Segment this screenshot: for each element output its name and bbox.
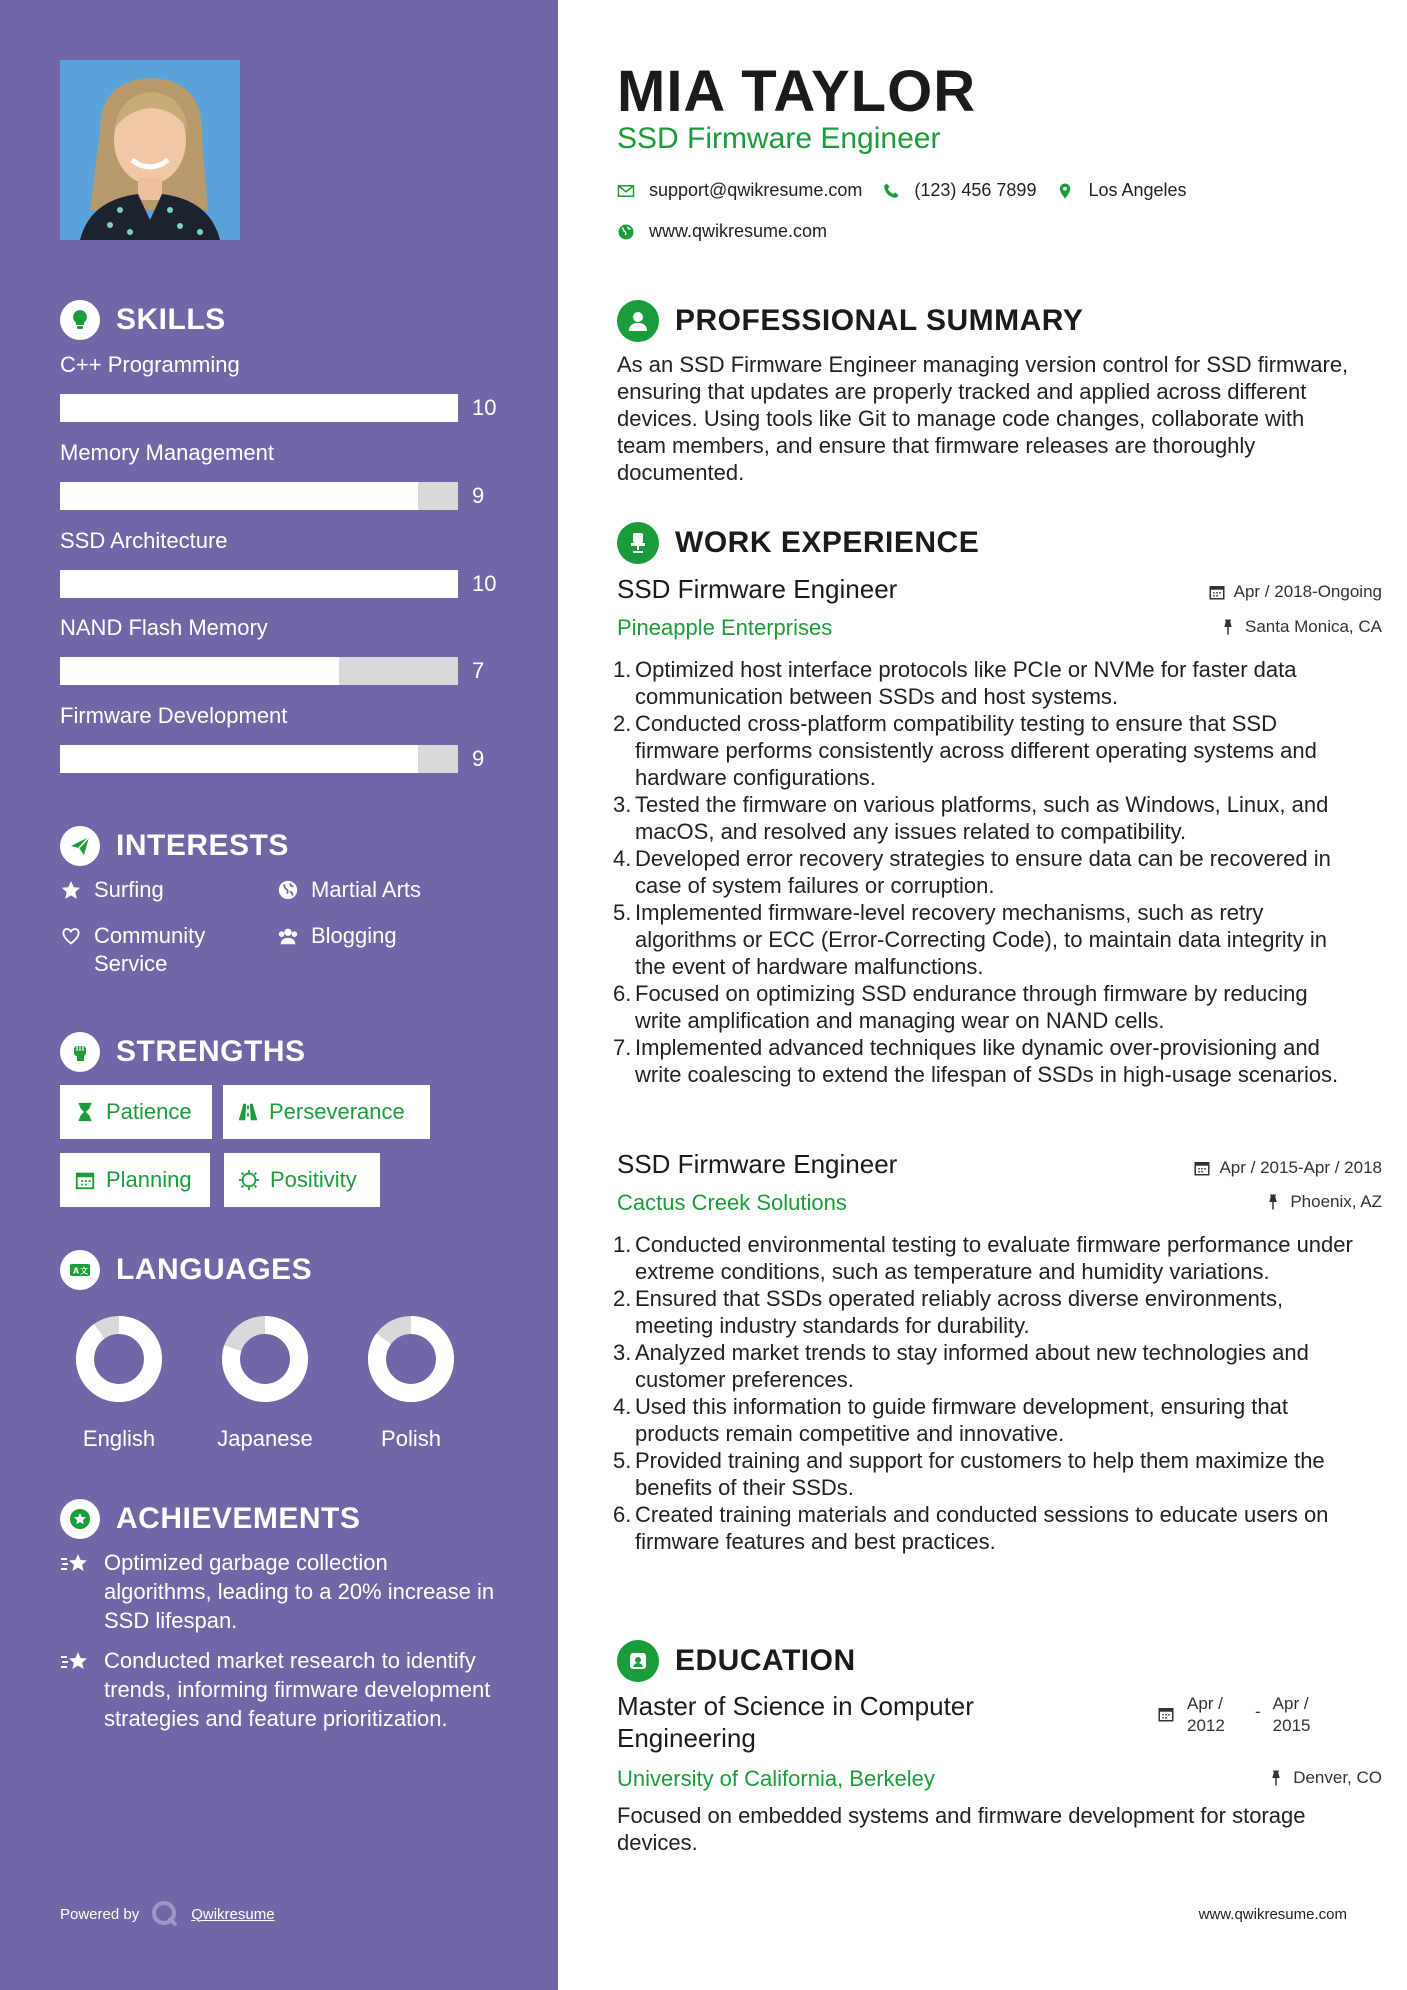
skill-value: 9 bbox=[472, 483, 485, 508]
language-item bbox=[205, 1315, 325, 1452]
strength-label: Planning bbox=[106, 1167, 192, 1192]
road-icon bbox=[237, 1101, 259, 1123]
interest-item bbox=[60, 922, 240, 978]
skill-bar bbox=[60, 570, 458, 598]
translate-icon bbox=[60, 1250, 100, 1290]
duty-text: Tested the firmware on various platforms, such as Windows, Linux, and macOS, and resolved any issues related to compatibility. bbox=[635, 792, 1329, 844]
language-level-ring bbox=[75, 1315, 163, 1403]
qwikresume-link[interactable]: Qwikresume bbox=[191, 1905, 275, 1923]
duty-text: Used this information to guide firmware development, ensuring that products remain competitive and innovative. bbox=[635, 1394, 1289, 1446]
summary-title: PROFESSIONAL SUMMARY bbox=[675, 304, 1084, 337]
pushpin-icon bbox=[1264, 1193, 1282, 1211]
contact-row bbox=[617, 180, 1187, 201]
education-location bbox=[1267, 1768, 1382, 1788]
profile-photo bbox=[60, 60, 240, 240]
language-ring-fill bbox=[85, 1325, 153, 1393]
skill-item bbox=[60, 352, 500, 420]
achievement-item bbox=[60, 1646, 500, 1733]
svg-text:A: A bbox=[73, 1266, 80, 1276]
job-dates-text: Apr / 2015-Apr / 2018 bbox=[1219, 1158, 1382, 1177]
strength-label: Perseverance bbox=[269, 1099, 405, 1124]
interest-item bbox=[277, 922, 397, 950]
interest-item bbox=[277, 876, 421, 904]
fist-icon bbox=[60, 1032, 100, 1072]
website-link[interactable]: www.qwikresume.com bbox=[649, 221, 828, 241]
envelope-icon bbox=[617, 182, 635, 200]
strength-badge bbox=[60, 1153, 210, 1207]
job-location bbox=[1219, 617, 1382, 637]
duty-item: 5. Provided training and support for customers to help them maximize the benefits of their SSDs. bbox=[613, 1448, 1325, 1500]
duty-text: Provided training and support for customers to help them maximize the benefits of their SSDs. bbox=[635, 1448, 1325, 1500]
achievement-text: Conducted market research to identify trends, informing firmware development strategies and feature prioritization. bbox=[104, 1648, 491, 1731]
education-title: EDUCATION bbox=[675, 1644, 856, 1677]
calendar-icon bbox=[1157, 1705, 1175, 1723]
skill-bar-fill bbox=[60, 394, 458, 422]
skill-bar bbox=[60, 482, 458, 510]
qwikresume-logo-icon bbox=[151, 1900, 179, 1928]
skill-bar-fill bbox=[60, 745, 418, 773]
footer-website[interactable]: www.qwikresume.com bbox=[1198, 1906, 1347, 1923]
experience-heading bbox=[617, 522, 979, 564]
interest-item bbox=[60, 876, 164, 904]
skill-name: SSD Architecture bbox=[60, 528, 228, 553]
location-text: Los Angeles bbox=[1088, 180, 1187, 200]
skill-value: 10 bbox=[472, 571, 497, 596]
duty-item: 1. Optimized host interface protocols like PCIe or NVMe for faster data communication between SSDs and host systems. bbox=[613, 657, 1297, 709]
job-dates bbox=[1193, 1158, 1382, 1178]
skills-title: SKILLS bbox=[116, 303, 226, 336]
website-row bbox=[617, 221, 827, 242]
strengths-title: STRENGTHS bbox=[116, 1035, 306, 1068]
duty-text: Conducted cross-platform compatibility testing to ensure that SSD firmware performs consistently across different operating systems and hardware configurations. bbox=[635, 711, 1317, 790]
graduate-icon bbox=[617, 1640, 659, 1682]
duty-item: 4. Developed error recovery strategies to ensure data can be recovered in case of system failures or corruption. bbox=[613, 846, 1331, 898]
achievement-item bbox=[60, 1548, 500, 1635]
powered-by bbox=[60, 1900, 275, 1928]
summary-heading bbox=[617, 300, 1083, 342]
achievements-heading bbox=[60, 1499, 360, 1539]
duty-text: Optimized host interface protocols like PCIe or NVMe for faster data communication between SSDs and host systems. bbox=[635, 657, 1297, 709]
education-location-text: Denver, CO bbox=[1293, 1768, 1382, 1787]
duty-text: Developed error recovery strategies to ensure data can be recovered in case of system failures or corruption. bbox=[635, 846, 1331, 898]
education-degree: Master of Science in Computer Engineering bbox=[617, 1691, 974, 1753]
achievements-title: ACHIEVEMENTS bbox=[116, 1502, 361, 1535]
job-dates-text: Apr / 2018-Ongoing bbox=[1233, 582, 1382, 601]
interests-heading bbox=[60, 826, 289, 866]
skill-item bbox=[60, 440, 500, 508]
language-level-ring bbox=[221, 1315, 309, 1403]
strength-label: Patience bbox=[106, 1099, 192, 1124]
languages-title: LANGUAGES bbox=[116, 1253, 313, 1286]
duty-item: 6. Created training materials and conducted sessions to educate users on firmware features and best practices. bbox=[613, 1502, 1329, 1554]
interest-label: Blogging bbox=[311, 923, 397, 948]
skill-bar bbox=[60, 745, 458, 773]
achievement-text: Optimized garbage collection algorithms, leading to a 20% increase in SSD lifespan. bbox=[104, 1550, 495, 1633]
interest-label: Community Service bbox=[94, 923, 206, 976]
education-end: Apr / 2015 bbox=[1272, 1694, 1311, 1735]
language-item bbox=[351, 1315, 471, 1452]
duty-item: 2. Conducted cross-platform compatibility testing to ensure that SSD firmware performs consistently across different operating systems and hardware configurations. bbox=[613, 711, 1317, 790]
skill-bar-fill bbox=[60, 482, 418, 510]
star-burst-icon bbox=[60, 1548, 92, 1635]
heart-icon bbox=[60, 922, 84, 950]
svg-text:文: 文 bbox=[80, 1266, 89, 1276]
email-link[interactable]: support@qwikresume.com bbox=[649, 180, 863, 200]
strengths-heading bbox=[60, 1032, 306, 1072]
job-company: Cactus Creek Solutions bbox=[617, 1190, 847, 1215]
strength-label: Positivity bbox=[270, 1167, 357, 1192]
office-chair-icon bbox=[617, 522, 659, 564]
phone-text: (123) 456 7899 bbox=[914, 180, 1037, 200]
duty-text: Implemented firmware-level recovery mechanisms, such as retry algorithms or ECC (Error-Correcting Code), to maintain data integrity in the event of hardware malfunctions. bbox=[635, 900, 1328, 979]
skill-value: 10 bbox=[472, 395, 497, 420]
paper-plane-icon bbox=[60, 826, 100, 866]
summary-text: As an SSD Firmware Engineer managing version control for SSD firmware, ensuring that updates are properly tracked and applied across different devices. Using tools like Git to manage code changes, collaborate with team members, and ensure that firmware releases are thoroughly documented. bbox=[617, 352, 1349, 485]
badge-icon bbox=[60, 1499, 100, 1539]
interest-label: Martial Arts bbox=[311, 877, 422, 902]
language-name: Polish bbox=[381, 1426, 441, 1451]
duty-text: Conducted environmental testing to evaluate firmware performance under extreme conditions, such as temperature and humidity variations. bbox=[635, 1232, 1353, 1284]
language-level-ring bbox=[367, 1315, 455, 1403]
calendar-icon bbox=[1193, 1159, 1211, 1177]
skill-name: NAND Flash Memory bbox=[60, 615, 268, 640]
job-location bbox=[1264, 1192, 1382, 1212]
job-location-text: Santa Monica, CA bbox=[1244, 617, 1382, 636]
duty-item: 2. Ensured that SSDs operated reliably across diverse environments, meeting industry standards for durability. bbox=[613, 1286, 1284, 1338]
candidate-name: MIA TAYLOR bbox=[617, 59, 977, 124]
skill-item bbox=[60, 528, 500, 596]
duty-text: Implemented advanced techniques like dynamic over-provisioning and write coalescing to extend the lifespan of SSDs in high-usage scenarios. bbox=[635, 1035, 1339, 1087]
interest-label: Surfing bbox=[94, 877, 164, 902]
duty-text: Ensured that SSDs operated reliably across diverse environments, meeting industry standards for durability. bbox=[635, 1286, 1284, 1338]
job-duties-list bbox=[613, 1231, 1357, 1555]
strength-badge bbox=[60, 1085, 212, 1139]
skill-value: 9 bbox=[472, 746, 485, 771]
duty-text: Focused on optimizing SSD endurance through firmware by reducing write amplification and managing wear on NAND cells. bbox=[635, 981, 1308, 1033]
job-dates bbox=[1208, 582, 1382, 602]
skill-bar bbox=[60, 657, 458, 685]
skill-value: 7 bbox=[472, 658, 485, 683]
skill-bar bbox=[60, 394, 458, 422]
duty-item: 3. Analyzed market trends to stay informed about new technologies and customer preferences. bbox=[613, 1340, 1309, 1392]
calendar-icon bbox=[74, 1169, 96, 1191]
powered-by-label: Powered by bbox=[60, 1905, 140, 1923]
skill-bar-fill bbox=[60, 657, 339, 685]
skill-name: C++ Programming bbox=[60, 352, 240, 377]
duty-item: 1. Conducted environmental testing to evaluate firmware performance under extreme conditions, such as temperature and humidity variations. bbox=[613, 1232, 1353, 1284]
phone-icon bbox=[882, 182, 900, 200]
duty-item: 6. Focused on optimizing SSD endurance through firmware by reducing write amplification and managing wear on NAND cells. bbox=[613, 981, 1308, 1033]
hourglass-icon bbox=[74, 1101, 96, 1123]
education-start: Apr / 2012 bbox=[1187, 1694, 1225, 1735]
education-dates: Apr / 2012 - Apr / 2015 bbox=[1157, 1693, 1329, 1737]
lightbulb-icon bbox=[60, 300, 100, 340]
duty-text: Created training materials and conducted sessions to educate users on firmware features and best practices. bbox=[635, 1502, 1329, 1554]
skill-bar-fill bbox=[60, 570, 458, 598]
language-name: English bbox=[82, 1426, 156, 1451]
duty-item: 7. Implemented advanced techniques like dynamic over-provisioning and write coalescing to extend the lifespan of SSDs in high-usage scenarios. bbox=[613, 1035, 1339, 1087]
duty-item: 4. Used this information to guide firmware development, ensuring that products remain competitive and innovative. bbox=[613, 1394, 1289, 1446]
calendar-icon bbox=[1208, 583, 1226, 601]
job-location-text: Phoenix, AZ bbox=[1290, 1192, 1382, 1211]
experience-title: WORK EXPERIENCE bbox=[675, 526, 980, 559]
language-item bbox=[59, 1315, 179, 1452]
job-role: SSD Firmware Engineer bbox=[617, 574, 898, 604]
star-burst-icon bbox=[60, 1646, 92, 1733]
sun-icon bbox=[238, 1169, 260, 1191]
skill-name: Memory Management bbox=[60, 440, 274, 465]
candidate-title: SSD Firmware Engineer bbox=[617, 122, 941, 155]
education-description: Focused on embedded systems and firmware development for storage devices. bbox=[617, 1803, 1306, 1855]
strength-badge bbox=[223, 1085, 430, 1139]
job-company: Pineapple Enterprises bbox=[617, 615, 833, 640]
users-icon bbox=[277, 922, 301, 950]
languages-heading bbox=[60, 1250, 312, 1290]
pushpin-icon bbox=[1219, 618, 1237, 636]
star-icon bbox=[60, 876, 84, 904]
sidebar bbox=[0, 0, 558, 1990]
strength-badge bbox=[224, 1153, 380, 1207]
globe-icon bbox=[617, 223, 635, 241]
job-duties-list bbox=[613, 656, 1357, 1088]
education-school: University of California, Berkeley bbox=[617, 1766, 935, 1791]
education-heading bbox=[617, 1640, 856, 1682]
duty-text: Analyzed market trends to stay informed about new technologies and customer preferences. bbox=[635, 1340, 1309, 1392]
pushpin-icon bbox=[1267, 1769, 1285, 1787]
duty-item: 3. Tested the firmware on various platforms, such as Windows, Linux, and macOS, and resolved any issues related to compatibility. bbox=[613, 792, 1329, 844]
skill-item bbox=[60, 703, 500, 771]
skill-name: Firmware Development bbox=[60, 703, 288, 728]
language-name: Japanese bbox=[217, 1426, 313, 1451]
interests-title: INTERESTS bbox=[116, 829, 289, 862]
job-role: SSD Firmware Engineer bbox=[617, 1149, 898, 1179]
duty-item: 5. Implemented firmware-level recovery mechanisms, such as retry algorithms or ECC (Error-Correcting Code), to maintain data integrity in the event of hardware malfunctions. bbox=[613, 900, 1328, 979]
globe-icon bbox=[277, 876, 301, 904]
skill-item bbox=[60, 615, 500, 683]
user-icon bbox=[617, 300, 659, 342]
skills-heading bbox=[60, 300, 226, 340]
map-pin-icon bbox=[1056, 182, 1074, 200]
